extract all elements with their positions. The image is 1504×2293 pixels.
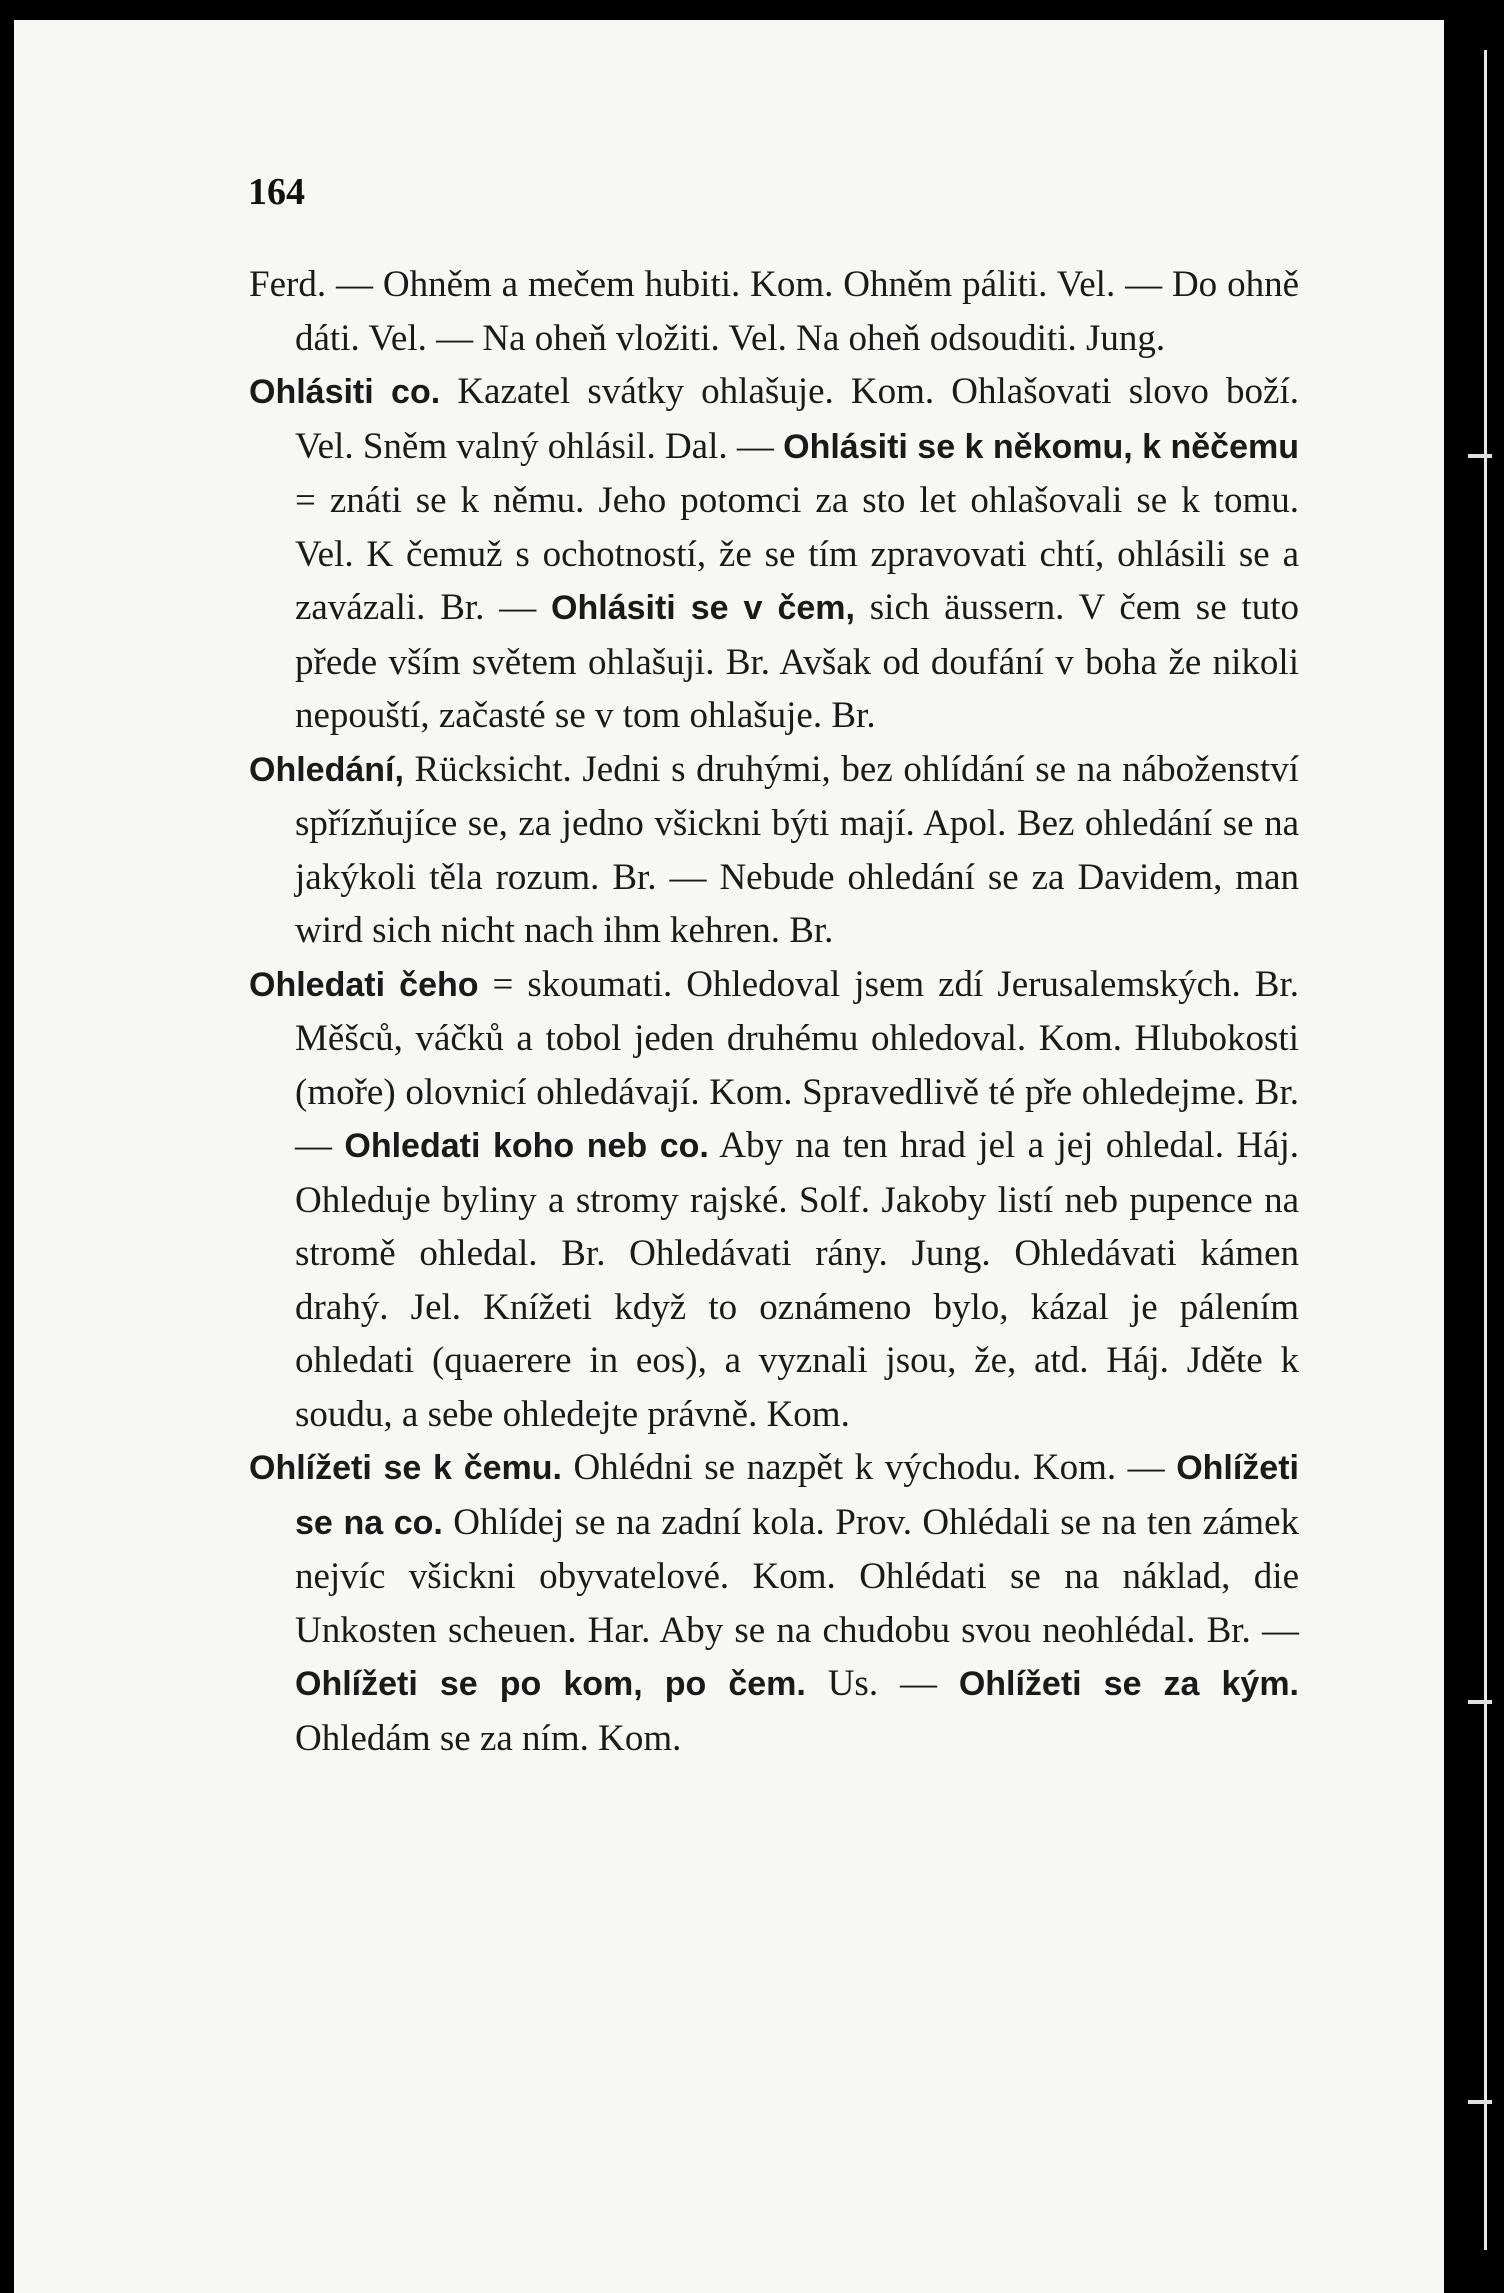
dictionary-entry: [247, 258, 1299, 365]
entry-text: Us. —: [805, 1663, 959, 1704]
dictionary-entry: [247, 958, 1299, 1442]
entry-text: = skoumati. Ohledoval jsem zdí Jerusalemských. Br. Měšců, váčků a tobol jeden druhému ohledoval. Kom. Hlubokosti (moře) olovnicí ohledávají. Kom. Spravedlivě té pře ohledejme. Br. —: [295, 963, 1299, 1166]
entry-text: Ferd. — Ohněm a mečem hubiti. Kom. Ohněm páliti. Vel. — Do ohně dáti. Vel. — Na oheň vložiti. Vel. Na oheň odsouditi. Jung.: [249, 264, 1299, 359]
dictionary-entry: [247, 1441, 1299, 1765]
headword: Ohlížeti se za kým.: [958, 1665, 1300, 1703]
entry-text: Ohlédni se nazpět k východu. Kom. —: [561, 1447, 1177, 1488]
headword: Ohlásiti se v čem,: [551, 589, 855, 627]
entry-text: sich äussern. V čem se tuto přede vším světem ohlašuji. Br. Avšak od doufání v boha že nikoli nepouští, začasté se v tom ohlašuje. Br.: [295, 587, 1299, 736]
headword: Ohlížeti se po kom, po čem.: [295, 1665, 806, 1703]
headword: Ohlížeti se k čemu.: [249, 1449, 562, 1487]
dictionary-text: [247, 258, 1299, 1765]
headword: Ohlížeti se na co.: [295, 1449, 1299, 1542]
headword: Ohledati čeho: [249, 965, 479, 1004]
dictionary-entry: [247, 365, 1299, 743]
page-edge-line: [1484, 50, 1487, 2250]
headword: Ohledati koho neb co.: [344, 1127, 709, 1165]
entry-text: Kazatel svátky ohlašuje. Kom. Ohlašovati slovo boží. Vel. Sněm valný ohlásil. Dal. —: [295, 371, 1300, 467]
entry-text: Rücksicht. Jedni s druhými, bez ohlídání se na náboženství spřízňujíce se, za jedno všickni býti mají. Apol. Bez ohledání se na jakýkoli těla rozum. Br. — Nebude ohledání se za Davidem, man wird sich nicht nach ihm kehren. Br.: [295, 748, 1299, 951]
entry-text: Ohledám se za ním. Kom.: [295, 1717, 682, 1759]
edge-tick: [1468, 454, 1492, 458]
headword: Ohledání,: [249, 750, 404, 789]
book-page: [14, 20, 1444, 2293]
headword: Ohlásiti co.: [249, 373, 441, 411]
edge-tick: [1468, 1700, 1492, 1704]
headword: Ohlásiti se k někomu, k něčemu: [783, 427, 1300, 466]
entry-text: Ohlídej se na zadní kola. Prov. Ohlédali se na ten zámek nejvíc všickni obyvatelové. Kom. Ohlédati se na náklad, die Unkosten scheuen. Har. Aby se na chudobu svou neohlédal. Br. —: [295, 1501, 1300, 1651]
page-number: 164: [248, 171, 305, 213]
edge-tick: [1468, 2100, 1492, 2104]
entry-text: Aby na ten hrad jel a jej ohledal. Háj. Ohleduje byliny a stromy rajské. Solf. Jakoby listí neb pupence na stromě ohledal. Br. Ohledávati rány. Jung. Ohledávati kámen drahý. Jel. Knížeti když to oznámeno bylo, kázal je pálením ohledati (quaerere in eos), a vyznali jsou, že, atd. Háj. Jděte k soudu, a sebe ohledejte právně. Kom.: [295, 1125, 1300, 1435]
dictionary-entry: [247, 743, 1299, 958]
entry-text: = znáti se k němu. Jeho potomci za sto let ohlašovali se k tomu. Vel. K čemuž s ochotností, že se tím zpravovati chtí, ohlásili se a zavázali. Br. —: [295, 480, 1299, 628]
